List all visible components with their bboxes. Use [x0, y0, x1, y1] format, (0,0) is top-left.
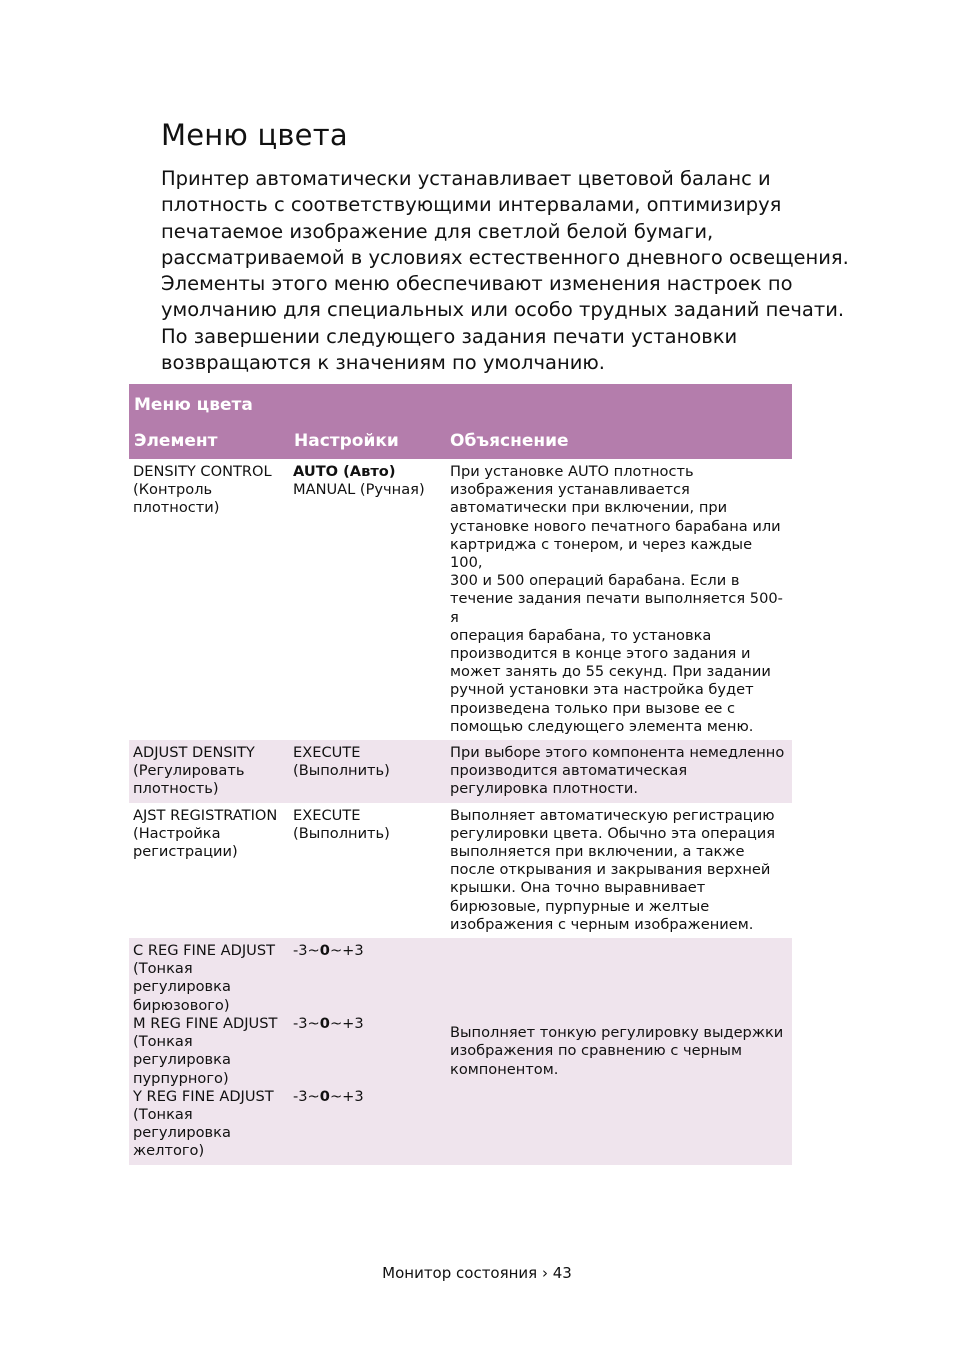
item-line: регистрации)	[133, 843, 238, 861]
item-line: (Настройка	[133, 824, 221, 842]
explanation-line: 300 и 500 операций барабана. Если в	[450, 572, 740, 590]
setting-option: (Выполнить)	[293, 762, 390, 780]
range-default: 0	[319, 942, 330, 960]
explanation-line: произведена только при вызове ее с	[450, 699, 736, 717]
setting-option: (Выполнить)	[293, 824, 390, 842]
header-settings: Настройки	[294, 430, 399, 451]
range-min: -3~	[293, 942, 320, 960]
table-row-adjust-density	[129, 740, 792, 803]
explanation-line: Выполняет тонкую регулировку выдержки	[450, 1024, 784, 1042]
item-line: C REG FINE ADJUST	[133, 942, 275, 960]
table-title: Меню цвета	[134, 395, 253, 415]
header-explanation: Объяснение	[450, 430, 569, 451]
explanation-cell	[445, 938, 792, 1165]
item-cell	[129, 803, 289, 938]
explanation-line: производится автоматическая	[450, 762, 688, 780]
item-line: пурпурного)	[133, 1069, 229, 1087]
item-line: Y REG FINE ADJUST	[133, 1087, 274, 1105]
explanation-line: Выполняет автоматическую регистрацию	[450, 806, 775, 824]
explanation-line: ручной установки эта настройка будет	[450, 681, 754, 699]
explanation-line: картриджа с тонером, и через каждые 100,	[450, 535, 753, 572]
intro-line: плотность с соответствующими интервалами, оптимизируя	[161, 193, 782, 217]
item-line: бирюзового)	[133, 996, 230, 1014]
explanation-line: течение задания печати выполняется 500-я	[450, 590, 783, 626]
intro-line: Принтер автоматически устанавливает цветовой баланс и	[161, 167, 771, 190]
explanation-line: бирюзовые, пурпурные и желтые	[450, 897, 710, 915]
explanation-line: помощью следующего элемента меню.	[450, 717, 754, 735]
explanation-cell	[445, 740, 792, 803]
item-line: желтого)	[133, 1142, 205, 1160]
settings-cell	[289, 938, 445, 1165]
explanation-line: изображения с черным изображением.	[450, 915, 754, 933]
intro-line: рассматриваемой в условиях естественного дневного освещения.	[161, 245, 849, 269]
item-line: (Тонкая	[133, 960, 193, 978]
explanation-line: регулировки цвета. Обычно эта операция	[450, 824, 776, 842]
range-setting-y	[293, 1088, 440, 1161]
range-max: ~+3	[329, 1015, 364, 1033]
explanation-line: При выборе этого компонента немедленно	[450, 744, 785, 762]
settings-cell	[289, 740, 445, 803]
intro-line: Элементы этого меню обеспечивают изменения настроек по	[161, 272, 793, 296]
intro-paragraph	[161, 166, 849, 376]
range-min: -3~	[293, 1088, 320, 1106]
item-line: ADJUST DENSITY	[133, 744, 255, 762]
intro-line: печатаемое изображение для светлой белой бумаги,	[161, 219, 714, 243]
color-menu-table	[129, 384, 792, 1165]
explanation-line: крышки. Она точно выравнивает	[450, 879, 706, 897]
range-setting-c	[293, 942, 440, 1015]
item-cell	[129, 459, 289, 740]
range-max: ~+3	[329, 1088, 364, 1106]
range-max: ~+3	[329, 942, 364, 960]
table-title-row	[129, 384, 792, 422]
item-line: регулировка	[133, 1124, 231, 1142]
item-line: AJST REGISTRATION	[133, 806, 278, 824]
explanation-line: При установке AUTO плотность	[450, 463, 694, 480]
explanation-line: изображения устанавливается	[450, 481, 690, 499]
intro-line: возвращаются к значениям по умолчанию.	[161, 351, 606, 375]
range-setting-m	[293, 1015, 440, 1088]
item-line: плотность)	[133, 780, 219, 798]
item-line: регулировка	[133, 1051, 231, 1069]
settings-cell	[289, 803, 445, 938]
range-min: -3~	[293, 1015, 320, 1033]
explanation-line: после открывания и закрывания верхней	[450, 861, 771, 879]
settings-cell	[289, 459, 445, 740]
item-line: (Регулировать	[133, 762, 245, 780]
range-default: 0	[319, 1015, 330, 1033]
item-line: (Контроль	[133, 481, 213, 499]
explanation-line: изображения по сравнению с черным	[450, 1042, 742, 1060]
range-default: 0	[319, 1088, 330, 1106]
range-settings	[293, 942, 440, 1161]
table-row-reg-fine-adjust	[129, 938, 792, 1165]
explanation-line: операция барабана, то установка	[450, 626, 712, 644]
table-row-density-control	[129, 459, 792, 740]
header-item: Элемент	[134, 430, 218, 451]
setting-option: EXECUTE	[293, 806, 361, 824]
page-title: Меню цвета	[161, 118, 348, 152]
item-line: (Тонкая	[133, 1105, 193, 1123]
item-cell	[129, 740, 289, 803]
table-header-row	[129, 422, 792, 459]
item-line: плотности)	[133, 499, 220, 517]
explanation-line: может занять до 55 секунд. При задании	[450, 663, 771, 681]
default-setting: AUTO (Авто)	[293, 463, 396, 480]
item-line: регулировка	[133, 978, 231, 996]
explanation-cell	[445, 459, 792, 740]
explanation-line: выполняется при включении, а также	[450, 843, 745, 861]
table-row-ajst-registration	[129, 803, 792, 938]
explanation-line: производится в конце этого задания и	[450, 645, 751, 663]
item-line: (Тонкая	[133, 1033, 193, 1051]
intro-line: умолчанию для специальных или особо трудных заданий печати.	[161, 298, 845, 322]
explanation-cell	[445, 803, 792, 938]
intro-line: По завершении следующего задания печати установки	[161, 324, 738, 348]
item-line: M REG FINE ADJUST	[133, 1014, 278, 1032]
explanation-line: компонентом.	[450, 1060, 559, 1078]
explanation-line: установке нового печатного барабана или	[450, 517, 781, 535]
item-cell	[129, 938, 289, 1165]
setting-option: EXECUTE	[293, 744, 361, 762]
item-line: DENSITY CONTROL	[133, 463, 272, 480]
explanation-line: регулировка плотности.	[450, 780, 638, 798]
page-footer: Монитор состояния › 43	[382, 1264, 572, 1282]
explanation-line: автоматически при включении, при	[450, 499, 728, 517]
setting-option: MANUAL (Ручная)	[293, 481, 425, 499]
